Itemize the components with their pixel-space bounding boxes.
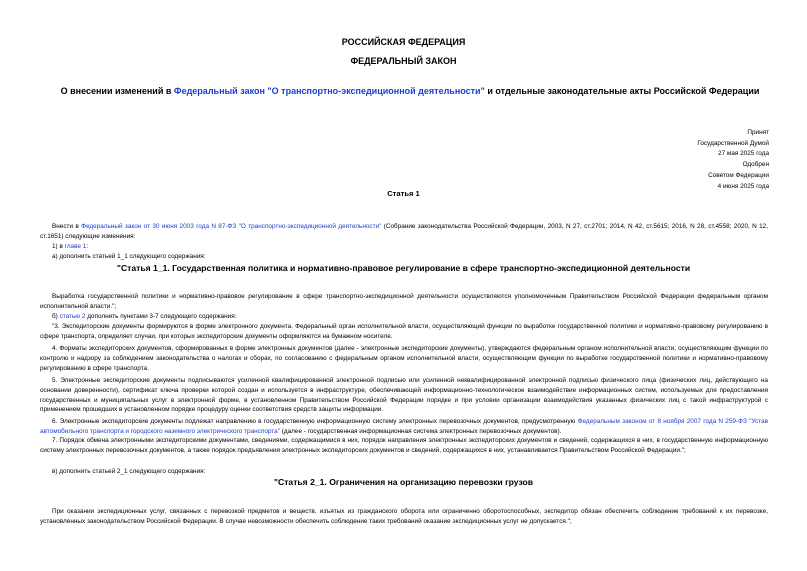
adoption-line: Советом Федерации: [708, 171, 769, 179]
adoption-line: 4 июня 2025 года: [717, 182, 769, 190]
title-suffix: и отдельные законодательные акты Российской Федерации: [484, 86, 760, 96]
item-b: [40, 312, 768, 322]
article-intro: [40, 222, 768, 242]
point-5: 5. Электронные экспедиторские документы подписываются усиленной квалифицированной электронной подписью или усиленной неквалифицированной электронной подписью физического лица (физических лиц, действующего на основании доверенности), сертификат ключа проверки которой создан и используется в инфраструктуре, обеспечивающей информационно-технологическое взаимодействие информационных систем, используемых для предоставления государственных и муниципальных услуг в электронной форме, в установленном Правительством Российской Федерации порядке и при условии организации взаимодействия указанных физических лиц с такой инфраструктурой с применением прошедших в установленном порядке процедуру оценки соответствия средств защиты информации.: [40, 377, 768, 414]
title-law-link[interactable]: Федеральный закон "О транспортно-экспедиционной деятельности": [173, 86, 485, 96]
policy-paragraph: Выработка государственной политики и нормативно-правовое регулирование в сфере транспортно-экспедиционной деятельности осуществляются уполномоченным Правительством Российской Федерации федеральным органом исполнительной власти.";: [40, 293, 768, 310]
law-title: [40, 86, 780, 96]
item-1: [40, 242, 768, 252]
intro-prefix: Внести в: [52, 223, 82, 230]
article-heading: Статья 1: [387, 189, 420, 198]
item-b-suffix: дополнить пунктами 3-7 следующего содержания:: [85, 313, 237, 320]
adoption-line: 27 мая 2025 года: [718, 150, 769, 158]
adoption-block: [697, 128, 769, 192]
point-6-prefix: 6. Электронные экспедиторские документы подлежат направлению в государственную информационную систему электронных перевозочных документов, предусмотренную: [52, 418, 578, 425]
point-6: [40, 417, 768, 437]
point-6-suffix: (далее - государственная информационная система электронных перевозочных документов).: [279, 427, 562, 435]
country-heading: РОССИЙСКАЯ ФЕДЕРАЦИЯ: [341, 37, 466, 47]
point-7: 7. Порядок обмена электронными экспедиторскими документами, сведениями, содержащимися в них, порядок направления электронных экспедиторских документов и сведений, содержащихся в них, в государственную информационную систему электронных перевозочных документов, а также порядок предъявления электронных экспедиторских документов и сведений, содержащихся в них, устанавливается Правительством Российской Федерации.";: [40, 437, 768, 454]
point-4: 4. Форматы экспедиторских документов, сформированных в форме электронных документов (далее - электронные экспедиторские документы), утверждаются федеральным органом исполнительной власти, осуществляющим функции по контролю и надзору за соблюдением законодательства о налогах и сборах, по согласованию с федеральным органом исполнительной власти, осуществляющим функции по выработке государственной политики и нормативно-правовому регулированию в сфере транспорта.: [40, 345, 768, 372]
intro-suffix: (Собрание законодательства Российской Федерации, 2003, N 27, ст.2701; 2014, N 42, ст.5615; 2016, N 28, ст.4558; 2020, N 12, ст.1651) следующие изменения:: [40, 223, 768, 240]
item-v: в) дополнить статьей 2_1 следующего содержания:: [52, 468, 206, 475]
chapter-1-link[interactable]: главе 1: [64, 243, 87, 250]
point-3: "3. Экспедиторские документы формируются в форме электронного документа. Федеральный орган исполнительной власти, осуществляющий функции по выработке государственной политики и нормативно-правовому регулированию в сфере транспорта, определяет случаи, при которых экспедиторские документы оформляются на бумажном носителе.: [40, 323, 768, 340]
item-b-prefix: б): [52, 313, 60, 320]
item-a: а) дополнить статьей 1_1 следующего содержания:: [52, 253, 206, 260]
adoption-line: Принят: [747, 129, 769, 136]
adoption-line: Одобрен: [742, 161, 769, 169]
intro-law-link[interactable]: Федеральный закон от 30 июня 2003 года N 87-ФЗ "О транспортно-экспедиционной деятельности": [81, 223, 382, 230]
article-2-link[interactable]: статью 2: [59, 313, 86, 320]
adoption-line: Государственной Думой: [697, 139, 769, 147]
title-prefix: О внесении изменений в: [60, 86, 174, 96]
restriction-paragraph: При оказании экспедиционных услуг, связанных с перевозкой предметов и веществ, изъятых из гражданского оборота или ограниченно оборотоспособных, экспедитор обязан обеспечить соблюдение требований к их перевозке, установленных законодательством Российской Федерации. В случае невозможности обеспечить соблюдение таких требований оказание экспедиционных услуг не допускается.";: [40, 508, 768, 525]
law-type-heading: ФЕДЕРАЛЬНЫЙ ЗАКОН: [350, 56, 457, 66]
law-259-link[interactable]: Федеральным законом от 8 ноября 2007 года N 259-ФЗ "Устав автомобильного транспорта и городского наземного электрического транспорта": [40, 418, 769, 435]
article-1-1-heading: "Статья 1_1. Государственная политика и нормативно-правовое регулирование в сфере транспортно-экспедиционной деятельности: [116, 263, 691, 273]
article-2-1-heading: "Статья 2_1. Ограничения на организацию перевозки грузов: [273, 477, 534, 487]
item-1-suffix: :: [86, 243, 89, 250]
item-1-prefix: 1) в: [52, 243, 65, 250]
